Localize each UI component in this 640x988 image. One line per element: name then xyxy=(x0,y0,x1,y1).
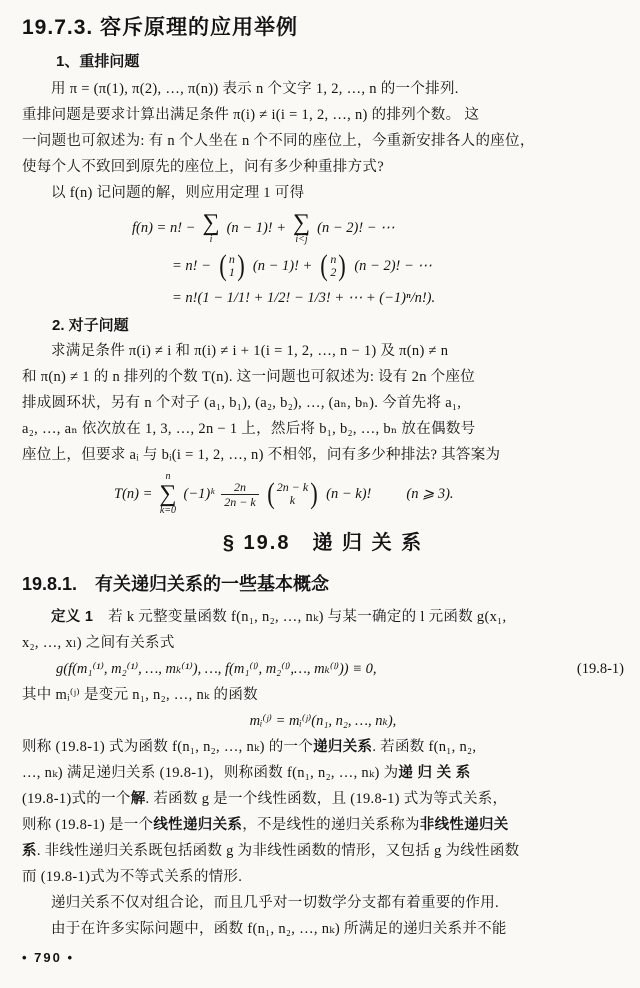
formula-fragment: (−1)ᵏ xyxy=(183,485,215,502)
body-line: 使每个人不致回到原先的座位上，问有多少种重排方式? xyxy=(22,159,384,175)
body-line: 用 π = (π(1), π(2), …, π(n)) 表示 n 个文字 1, 2, …, n 的一个排列. xyxy=(51,81,459,97)
formula-line xyxy=(172,286,624,310)
formula-fragment: (n − k)! xyxy=(326,485,372,502)
fraction: $\frac{2n}{2n - k}$ xyxy=(221,480,258,509)
body-line: …, nₖ) 满足递归关系 (19.8-1)，则称函数 f(n₁, n₂, …, nₖ) 为递 归 关 系 xyxy=(22,765,471,781)
summation-symbol: n ∑ k=0 xyxy=(159,471,177,516)
formula-menage xyxy=(114,472,624,516)
paragraph-derangement xyxy=(22,76,624,206)
summation-symbol: ∑ i<j xyxy=(293,209,311,245)
body-line: 系. 非线性递归关系既包括函数 g 为非线性函数的情形，又包括 g 为线性函数 xyxy=(22,843,520,859)
body-line: 排成圆环状，另有 n 个对子 (a₁, b₁), (a₂, b₂), …, (aₙ, bₙ). 今首先将 a₁, xyxy=(22,395,462,411)
body-line: 由于在许多实际问题中，函数 f(n₁, n₂, …, nₖ) 所满足的递归关系并不能 xyxy=(51,921,507,937)
body-line: (19.8-1)式的一个解. 若函数 g 是一个线性函数，且 (19.8-1) 式为等式关系， xyxy=(22,791,508,807)
body-line: a₂, …, aₙ 依次放在 1, 3, …, 2n − 1 上，然后将 b₁, b₂, …, bₙ 放在偶数号 xyxy=(22,421,476,437)
paragraph-definition xyxy=(22,604,624,656)
equation-number: (19.8-1) xyxy=(576,661,624,677)
body-line: 以 f(n) 记问题的解，则应用定理 1 可得 xyxy=(51,185,305,201)
formula-fragment: T(n) = xyxy=(114,485,153,502)
binomial-coefficient: ( n 2 ) xyxy=(320,249,347,282)
body-line: 其中 mᵢ⁽ʲ⁾ 是变元 n₁, n₂, …, nₖ 的函数 xyxy=(22,687,258,703)
body-line: 求满足条件 π(i) ≠ i 和 π(i) ≠ i + 1(i = 1, 2, …, n − 1) 及 π(n) ≠ n xyxy=(51,343,449,359)
binomial-coefficient: ( 2n − k k ) xyxy=(266,477,318,510)
binomial-coefficient: ( n 1 ) xyxy=(219,249,245,282)
paragraph-recurrence-terms xyxy=(22,734,624,942)
body-line: 而 (19.8-1)式为不等式关系的情形. xyxy=(22,869,243,885)
body-line: 定义 1 若 k 元整变量函数 f(n₁, n₂, …, nₖ) 与某一确定的 l 元函数 g(x₁, xyxy=(51,609,507,625)
body-line: 一问题也可叙述为: 有 n 个人坐在 n 个不同的座位上，今重新安排各人的座位， xyxy=(22,133,535,149)
chapter-heading-19-8: § 19.8 递 归 关 系 xyxy=(222,532,424,554)
equation-m-definition: mᵢ⁽ʲ⁾ = mᵢ⁽ʲ⁾(n₁, n₂, …, nₖ), xyxy=(249,713,397,729)
formula-fragment: (n − 2)! − ⋯ xyxy=(317,219,395,236)
body-line: x₂, …, xₗ) 之间有关系式 xyxy=(22,635,175,651)
equation-19-8-1 xyxy=(22,656,624,682)
formula-derangement xyxy=(22,210,624,310)
formula-line xyxy=(172,246,624,286)
formula-line xyxy=(132,210,624,246)
formula-fragment: f(n) = n! − xyxy=(132,219,196,236)
paragraph-couples xyxy=(22,338,624,468)
formula-fragment: (n − 1)! + xyxy=(252,257,313,274)
body-line: 递归关系不仅对组合论，而且几乎对一切数学分支都有着重要的作用. xyxy=(51,895,499,911)
body-line: 座位上，但要求 aᵢ 与 bᵢ(i = 1, 2, …, n) 不相邻，问有多少种排法? 其答案为 xyxy=(22,447,501,463)
subsection-title-couples: 2. 对子问题 xyxy=(52,317,129,334)
section-heading-19-8-1: 19.8.1. 有关递归关系的一些基本概念 xyxy=(22,574,330,594)
section-heading-19-7-3: 19.7.3. 容斥原理的应用举例 xyxy=(22,16,299,39)
equation-body: g(f(m₁⁽¹⁾, m₂⁽¹⁾, …, mₖ⁽¹⁾), …, f(m₁⁽ˡ⁾, m₂⁽ˡ⁾,…, mₖ⁽ˡ⁾)) ≡ 0, xyxy=(56,661,377,677)
formula-fragment: = n! − xyxy=(172,257,211,274)
formula-condition: (n ⩾ 3). xyxy=(406,485,454,502)
paragraph-m-function xyxy=(22,682,624,708)
body-line: 则称 (19.8-1) 式为函数 f(n₁, n₂, …, nₖ) 的一个递归关系. 若函数 f(n₁, n₂, xyxy=(22,739,477,755)
body-line: 和 π(n) ≠ 1 的 n 排列的个数 T(n). 这一问题也可叙述为: 设有 2n 个座位 xyxy=(22,369,476,385)
body-line: 重排问题是要求计算出满足条件 π(i) ≠ i(i = 1, 2, …, n) 的排列个数。 这 xyxy=(22,107,480,123)
formula-fragment: (n − 2)! − ⋯ xyxy=(354,257,432,274)
body-line: 则称 (19.8-1) 是一个线性递归关系，不是线性的递归关系称为非线性递归关 xyxy=(22,817,509,833)
formula-fragment: = n!(1 − 1/1! + 1/2! − 1/3! + ⋯ + (−1)ⁿ/n!). xyxy=(172,289,436,306)
subsection-title-derangement: 1、重排问题 xyxy=(56,53,140,70)
page-number: • 790 • xyxy=(22,950,75,965)
formula-fragment: (n − 1)! + xyxy=(226,219,287,236)
summation-symbol: ∑ i xyxy=(202,209,220,245)
